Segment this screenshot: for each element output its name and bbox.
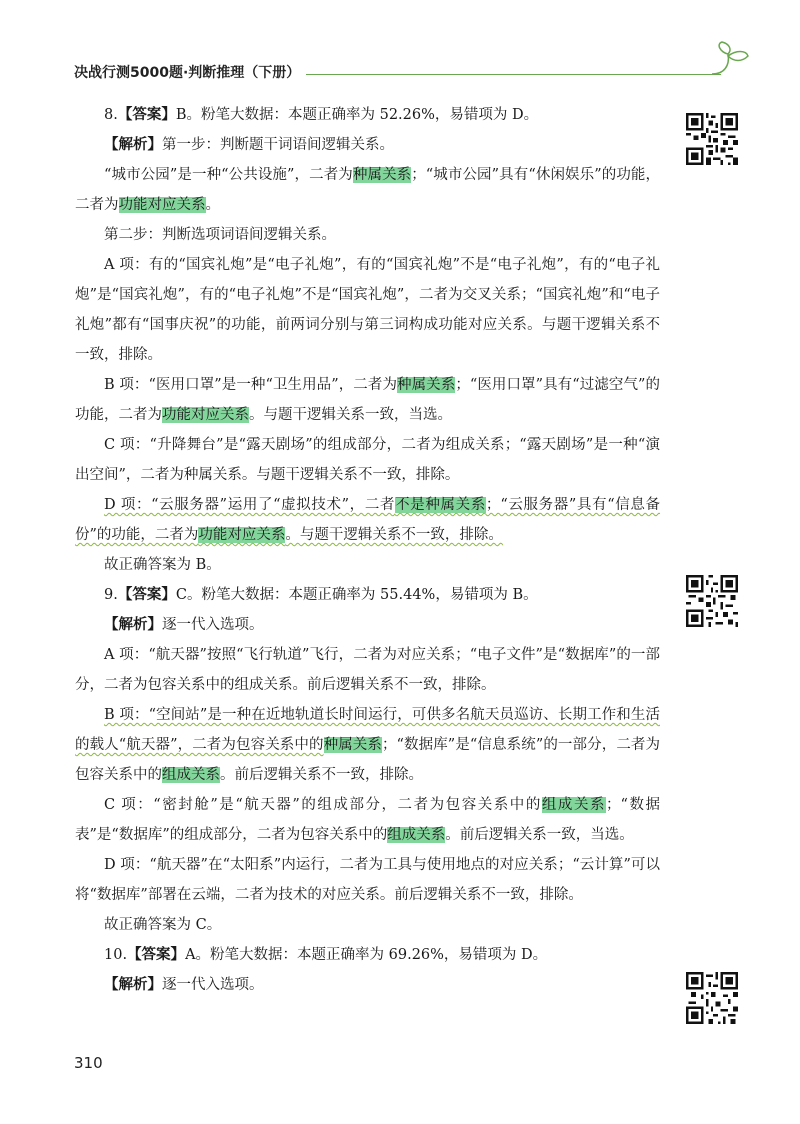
text-run: 。前后逻辑关系不一致，排除。 — [220, 767, 423, 783]
q8-number: 8. — [104, 107, 118, 123]
text-run: ；“医用口罩”具有“过滤空气”的功能，二者为 — [75, 377, 661, 423]
running-header: 决战行测5000题·判断推理（下册） — [74, 65, 301, 81]
text-run: ；“城市公园”具有“休闲娱乐”的功能，二者为 — [75, 167, 660, 213]
q9-option-b — [75, 700, 660, 790]
sprout-icon — [710, 40, 752, 80]
q10-intro: 逐一代入选项。 — [162, 977, 264, 993]
q8-answer-line — [75, 100, 660, 130]
highlight-term: 组成关系 — [541, 797, 607, 813]
q8-conclusion: 故正确答案为 B。 — [104, 557, 221, 573]
q8-answer-text: B。粉笔大数据：本题正确率为 52.26%，易错项为 D。 — [175, 107, 539, 123]
qr-code-icon[interactable] — [686, 972, 738, 1024]
q8-option-d — [75, 490, 660, 550]
analysis-tag: 【解析】 — [104, 137, 162, 153]
text-run: D 项：“云服务器”运用了“虚拟技术”，二者 — [104, 497, 396, 513]
q9-number: 9. — [104, 587, 118, 603]
text-run: ；“数据库”是“信息系统”的一部分，二者为包容关系中的 — [75, 737, 661, 783]
text-run: “城市公园”是一种“公共设施”，二者为 — [104, 167, 353, 183]
analysis-tag: 【解析】 — [104, 617, 162, 633]
highlight-term: 不是种属关系 — [395, 497, 486, 513]
q8-stem-relation — [75, 160, 660, 220]
text-run: 。与题干逻辑关系一致，当选。 — [249, 407, 452, 423]
analysis-tag: 【解析】 — [104, 977, 162, 993]
q8-option-a: A 项：有的“国宾礼炮”是“电子礼炮”，有的“国宾礼炮”不是“电子礼炮”，有的“电子礼炮”是“国宾礼炮”，有的“电子礼炮”不是“国宾礼炮”，二者为交叉关系；“国宾礼炮”和“电子礼炮”都有“国事庆祝”的功能，前两词分别与第三词构成功能对应关系。与题干逻辑关系不一致，排除。 — [75, 257, 660, 363]
q9-answer-line — [75, 580, 660, 610]
text-run: C 项：“密封舱”是“航天器”的组成部分，二者为包容关系中的 — [104, 797, 542, 813]
q10-answer-text: A。粉笔大数据：本题正确率为 69.26%，易错项为 D。 — [185, 947, 548, 963]
text-run: B 项：“医用口罩”是一种“卫生用品”，二者为 — [104, 377, 398, 393]
text-run: 。前后逻辑关系一致，当选。 — [445, 827, 634, 843]
q10-analysis — [75, 970, 660, 1000]
text-run: B 项：“空间站”是一种在近地轨道长时间运行，可供多名航天员巡访、长期工作和生活的载人“航天器”，二者为包容关系中的 — [75, 707, 660, 753]
text-run: 。与题干逻辑关系不一致，排除。 — [285, 527, 503, 543]
highlight-term: 功能对应关系 — [118, 197, 206, 213]
q9-option-d: D 项：“航天器”在“太阳系”内运行，二者为工具与使用地点的对应关系；“云计算”可以将“数据库”部署在云端，二者为技术的对应关系。前后逻辑关系不一致，排除。 — [75, 857, 660, 903]
q8-option-b — [75, 370, 660, 430]
highlight-term: 组成关系 — [387, 827, 446, 843]
q9-intro: 逐一代入选项。 — [162, 617, 264, 633]
highlight-term: 种属关系 — [323, 737, 382, 753]
q8-step2: 第二步：判断选项词语间逻辑关系。 — [104, 227, 336, 243]
text-run: ；“数据表”是“数据库”的组成部分，二者为包容关系中的 — [75, 797, 660, 843]
q9-option-c — [75, 790, 660, 850]
solution-content — [75, 100, 660, 1000]
text-run: ；“云服务器”具有“信息备份”的功能，二者为 — [75, 497, 661, 543]
highlight-term: 功能对应关系 — [198, 527, 286, 543]
q10-answer-line — [75, 940, 660, 970]
qr-code-icon[interactable] — [686, 113, 738, 165]
page-number: 310 — [74, 1054, 103, 1072]
highlight-term: 种属关系 — [397, 377, 456, 393]
answer-tag: 【答案】 — [117, 107, 176, 123]
qr-code-icon[interactable] — [686, 575, 738, 627]
q8-analysis-step1 — [75, 130, 660, 160]
highlight-term: 功能对应关系 — [162, 407, 249, 423]
q8-option-c: C 项：“升降舞台”是“露天剧场”的组成部分，二者为组成关系；“露天剧场”是一种“演出空间”，二者为种属关系。与题干逻辑关系不一致，排除。 — [75, 437, 660, 483]
q9-answer-text: C。粉笔大数据：本题正确率为 55.44%，易错项为 B。 — [175, 587, 538, 603]
highlight-term: 组成关系 — [162, 767, 220, 783]
q8-step1-text: 第一步：判断题干词语间逻辑关系。 — [162, 137, 394, 153]
answer-tag: 【答案】 — [127, 947, 186, 963]
q9-analysis — [75, 610, 660, 640]
q10-number: 10. — [104, 947, 128, 963]
q9-option-a: A 项：“航天器”按照“飞行轨道”飞行，二者为对应关系；“电子文件”是“数据库”的一部分，二者为包容关系中的组成关系。前后逻辑关系不一致，排除。 — [75, 647, 660, 693]
header-rule — [306, 74, 721, 75]
text-run: 。 — [205, 197, 220, 213]
answer-tag: 【答案】 — [117, 587, 176, 603]
q9-conclusion: 故正确答案为 C。 — [104, 917, 222, 933]
highlight-term: 种属关系 — [352, 167, 412, 183]
